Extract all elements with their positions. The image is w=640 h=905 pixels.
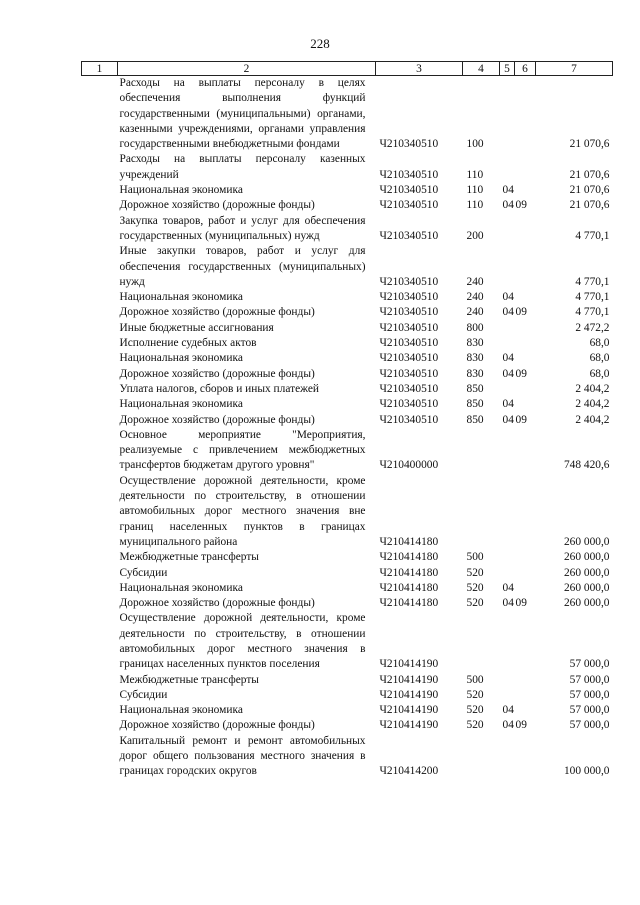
row-expense-type: 830 (466, 352, 484, 365)
row-subsection (515, 76, 536, 153)
row-name: Национальная экономика (119, 398, 243, 411)
row-code: Ч210414180 (379, 551, 439, 564)
row-subsection (515, 244, 536, 290)
table-row (82, 152, 613, 183)
row-expense-type: 800 (466, 321, 484, 334)
row-subsection: 09 (515, 719, 527, 732)
row-subsection: 09 (515, 306, 527, 319)
row-amount: 68,0 (589, 337, 610, 350)
row-name: Исполнение судебных актов (119, 337, 257, 350)
row-section: 04 (502, 581, 514, 594)
row-name: Уплата налогов, сборов и иных платежей (119, 382, 319, 395)
row-amount: 57 000,0 (569, 719, 610, 732)
row-section: 04 (502, 597, 514, 610)
row-amount: 57 000,0 (569, 673, 610, 686)
row-section (500, 734, 515, 780)
row-expense-type (463, 611, 500, 672)
row-expense-type (463, 734, 500, 780)
row-subsection (515, 321, 536, 336)
row-name: Иные закупки товаров, работ и услуг для обеспечения государственных (муниципальных) нужд (119, 245, 366, 288)
header-col-3: 3 (376, 62, 463, 76)
row-name: Межбюджетные трансферты (119, 551, 259, 564)
row-section (500, 611, 515, 672)
row-subsection: 09 (515, 199, 527, 212)
row-code: Ч210340510 (379, 138, 439, 151)
row-section (500, 474, 515, 550)
header-col-2: 2 (118, 62, 376, 76)
row-section (500, 688, 515, 703)
row-section: 04 (502, 352, 514, 365)
row-name: Межбюджетные трансферты (119, 673, 259, 686)
table-row (82, 581, 613, 596)
row-expense-type (463, 474, 500, 550)
row-amount: 2 472,2 (575, 321, 610, 334)
row-name: Национальная экономика (119, 581, 243, 594)
row-expense-type: 520 (466, 566, 484, 579)
row-subsection (515, 566, 536, 581)
row-expense-type: 520 (466, 581, 484, 594)
table-row (82, 198, 613, 213)
row-expense-type: 850 (466, 382, 484, 395)
table-row (82, 183, 613, 198)
row-section (500, 336, 515, 351)
row-subsection (515, 673, 536, 688)
row-code: Ч210340510 (379, 199, 439, 212)
row-amount: 2 404,2 (575, 398, 610, 411)
row-code: Ч210340510 (379, 382, 439, 395)
row-amount: 4 770,1 (575, 291, 610, 304)
row-section (500, 550, 515, 565)
table-row (82, 305, 613, 320)
row-name: Субсидии (119, 566, 168, 579)
row-amount: 68,0 (589, 352, 610, 365)
header-col-4: 4 (463, 62, 500, 76)
row-expense-type: 830 (466, 337, 484, 350)
row-name: Капитальный ремонт и ремонт автомобильных дорог общего пользования местного значения в границах городских округов (119, 734, 366, 778)
row-expense-type: 110 (466, 184, 484, 197)
row-section: 04 (502, 199, 514, 212)
row-amount: 2 404,2 (575, 382, 610, 395)
row-subsection: 09 (515, 367, 527, 380)
row-section (500, 673, 515, 688)
row-code: Ч210340510 (379, 367, 439, 380)
row-section: 04 (502, 184, 514, 197)
table-row (82, 351, 613, 366)
row-amount: 260 000,0 (563, 551, 610, 564)
row-amount: 100 000,0 (563, 765, 610, 778)
row-amount: 2 404,2 (575, 413, 610, 426)
row-amount: 4 770,1 (575, 275, 610, 288)
row-name: Дорожное хозяйство (дорожные фонды) (119, 367, 315, 380)
table-row (82, 336, 613, 351)
row-subsection (515, 550, 536, 565)
row-code: Ч210340510 (379, 306, 439, 319)
row-subsection (515, 214, 536, 245)
row-amount: 748 420,6 (563, 459, 610, 472)
row-amount: 21 070,6 (569, 168, 610, 181)
row-subsection (515, 152, 536, 183)
row-name: Осуществление дорожной деятельности, кроме деятельности по строительству, в отношении автомобильных дорог местного значения в границах населенных пунктов поселения (119, 612, 366, 671)
row-section (500, 214, 515, 245)
row-subsection (515, 351, 536, 366)
table-header-row (82, 62, 613, 76)
row-code: Ч210414180 (379, 566, 439, 579)
row-expense-type (463, 428, 500, 474)
page-number: 228 (310, 36, 330, 51)
row-code: Ч210414180 (379, 597, 439, 610)
header-col-6: 6 (515, 62, 536, 76)
row-subsection (515, 688, 536, 703)
row-expense-type: 850 (466, 413, 484, 426)
row-section: 04 (502, 413, 514, 426)
row-name: Основное мероприятие "Мероприятия, реализуемые с привлечением межбюджетных трансфертов бюджетам другого уровня" (119, 428, 366, 472)
table-row (82, 321, 613, 336)
header-col-1: 1 (82, 62, 118, 76)
row-section (500, 321, 515, 336)
row-name: Расходы на выплаты персоналу казенных учреждений (119, 153, 366, 181)
row-expense-type: 500 (466, 551, 484, 564)
row-name: Национальная экономика (119, 352, 243, 365)
row-amount: 21 070,6 (569, 199, 610, 212)
table-row (82, 76, 613, 153)
row-subsection (515, 290, 536, 305)
row-expense-type: 830 (466, 367, 484, 380)
row-name: Дорожное хозяйство (дорожные фонды) (119, 306, 315, 319)
row-code: Ч210340510 (379, 184, 439, 197)
row-section (500, 244, 515, 290)
row-expense-type: 500 (466, 673, 484, 686)
row-code: Ч210340510 (379, 229, 439, 242)
row-code: Ч210414200 (379, 765, 439, 778)
row-name: Расходы на выплаты персоналу в целях обеспечения выполнения функций государственными (муниципальными) органами, казенными учреждениями, органами управления государственными внебюджетными фондами (119, 77, 366, 151)
header-col-7: 7 (536, 62, 613, 76)
row-amount: 4 770,1 (575, 306, 610, 319)
row-expense-type: 240 (466, 306, 484, 319)
row-code: Ч210400000 (379, 459, 439, 472)
budget-table (81, 61, 613, 780)
row-expense-type: 850 (466, 398, 484, 411)
row-code: Ч210414180 (379, 535, 439, 548)
row-amount: 57 000,0 (569, 658, 610, 671)
row-section (500, 566, 515, 581)
row-subsection (515, 474, 536, 550)
row-name: Национальная экономика (119, 704, 243, 717)
row-code: Ч210340510 (379, 398, 439, 411)
table-row (82, 688, 613, 703)
table-row (82, 566, 613, 581)
row-code: Ч210414180 (379, 581, 439, 594)
table-row (82, 244, 613, 290)
row-section (500, 76, 515, 153)
table-body (82, 76, 613, 780)
row-code: Ч210340510 (379, 291, 439, 304)
row-expense-type: 520 (466, 597, 484, 610)
row-section (500, 428, 515, 474)
row-amount: 57 000,0 (569, 704, 610, 717)
row-subsection (515, 183, 536, 198)
row-name: Осуществление дорожной деятельности, кроме деятельности по строительству, в отношении автомобильных дорог местного значения вне границ населенных пунктов в границах муниципального района (119, 474, 366, 548)
row-section: 04 (502, 306, 514, 319)
row-name: Национальная экономика (119, 291, 243, 304)
row-code: Ч210414190 (379, 704, 439, 717)
table-row (82, 474, 613, 550)
row-code: Ч210340510 (379, 321, 439, 334)
table-row (82, 428, 613, 474)
row-code: Ч210340510 (379, 413, 439, 426)
row-section: 04 (502, 704, 514, 717)
row-expense-type: 240 (466, 291, 484, 304)
table-row (82, 673, 613, 688)
table-row (82, 413, 613, 428)
row-subsection (515, 382, 536, 397)
row-amount: 21 070,6 (569, 184, 610, 197)
row-code: Ч210340510 (379, 168, 439, 181)
row-expense-type: 520 (466, 719, 484, 732)
row-amount: 260 000,0 (563, 597, 610, 610)
row-subsection: 09 (515, 413, 527, 426)
row-name: Дорожное хозяйство (дорожные фонды) (119, 597, 315, 610)
row-code: Ч210340510 (379, 352, 439, 365)
row-subsection (515, 428, 536, 474)
row-name: Дорожное хозяйство (дорожные фонды) (119, 413, 315, 426)
row-amount: 21 070,6 (569, 138, 610, 151)
row-code: Ч210414190 (379, 688, 439, 701)
table-row (82, 703, 613, 718)
row-code: Ч210414190 (379, 658, 439, 671)
row-name: Национальная экономика (119, 184, 243, 197)
row-expense-type: 520 (466, 704, 484, 717)
row-subsection: 09 (515, 597, 527, 610)
row-section: 04 (502, 398, 514, 411)
row-expense-type: 110 (466, 168, 484, 181)
row-code: Ч210340510 (379, 275, 439, 288)
row-name: Закупка товаров, работ и услуг для обеспечения государственных (муниципальных) нужд (119, 214, 366, 242)
row-amount: 260 000,0 (563, 535, 610, 548)
table-row (82, 734, 613, 780)
table-row (82, 550, 613, 565)
row-section: 04 (502, 367, 514, 380)
table-row (82, 596, 613, 611)
header-col-5: 5 (500, 62, 515, 76)
row-name: Иные бюджетные ассигнования (119, 321, 274, 334)
row-section (500, 382, 515, 397)
table-row (82, 718, 613, 733)
row-subsection (515, 703, 536, 718)
row-expense-type: 240 (466, 275, 484, 288)
row-section (500, 152, 515, 183)
row-name: Дорожное хозяйство (дорожные фонды) (119, 199, 315, 212)
row-amount: 260 000,0 (563, 581, 610, 594)
table-row (82, 367, 613, 382)
row-code: Ч210340510 (379, 337, 439, 350)
row-section: 04 (502, 719, 514, 732)
row-name: Субсидии (119, 688, 168, 701)
table-row (82, 290, 613, 305)
row-section: 04 (502, 291, 514, 304)
row-expense-type: 100 (466, 138, 484, 151)
row-expense-type: 520 (466, 688, 484, 701)
row-amount: 57 000,0 (569, 688, 610, 701)
row-expense-type: 110 (466, 199, 484, 212)
row-amount: 260 000,0 (563, 566, 610, 579)
row-subsection (515, 397, 536, 412)
row-subsection (515, 581, 536, 596)
row-subsection (515, 734, 536, 780)
row-subsection (515, 611, 536, 672)
row-name: Дорожное хозяйство (дорожные фонды) (119, 719, 315, 732)
row-code: Ч210414190 (379, 673, 439, 686)
table-row (82, 397, 613, 412)
table-row (82, 382, 613, 397)
row-code: Ч210414190 (379, 719, 439, 732)
table-row (82, 214, 613, 245)
row-subsection (515, 336, 536, 351)
row-amount: 4 770,1 (575, 229, 610, 242)
row-amount: 68,0 (589, 367, 610, 380)
row-expense-type: 200 (466, 229, 484, 242)
table-row (82, 611, 613, 672)
